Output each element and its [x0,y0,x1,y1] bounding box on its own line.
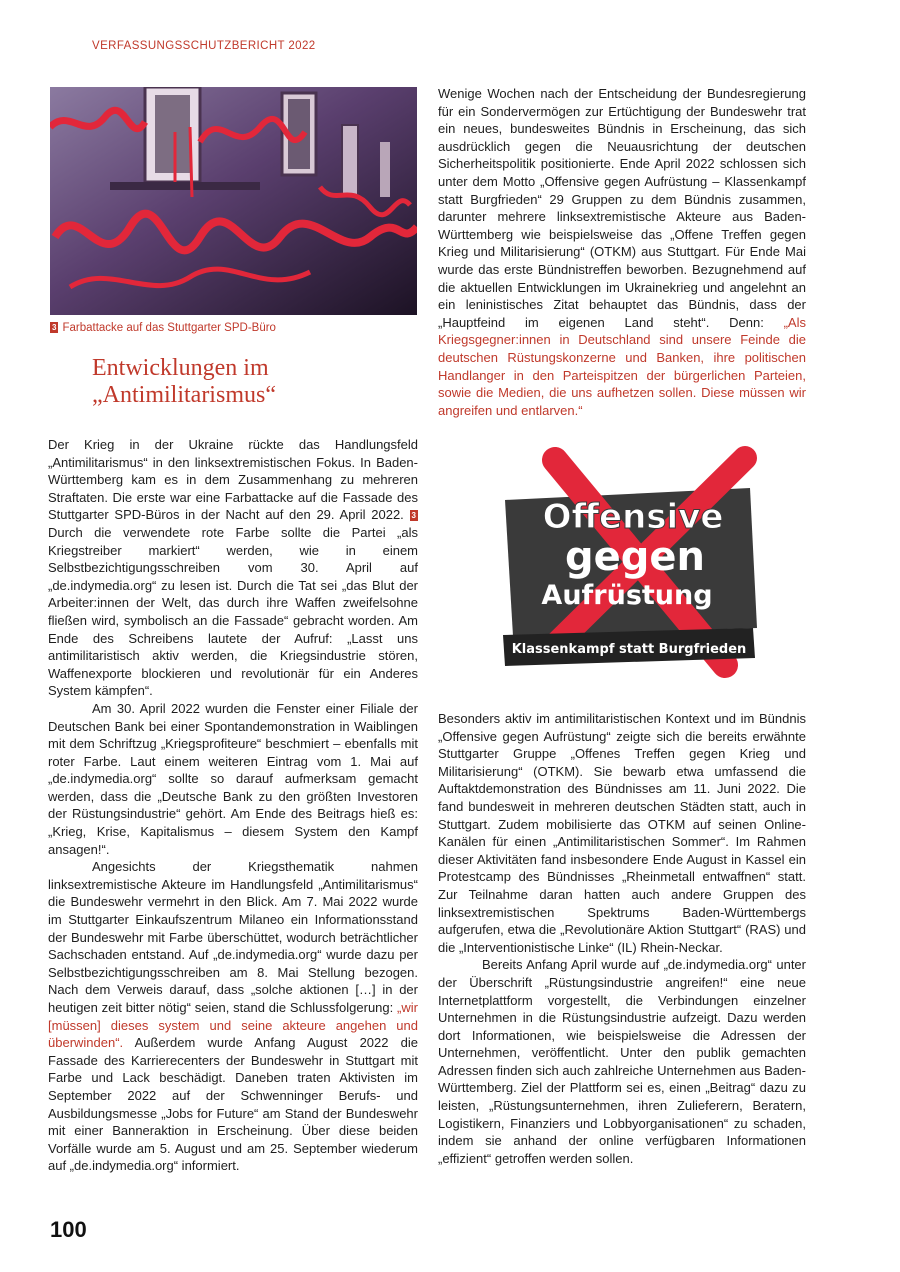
logo-graphic [495,440,775,680]
figure-reference-badge: 3 [411,511,416,521]
left-paragraph-1 [48,436,418,700]
right-paragraph-3: Bereits Anfang April wurde auf „de.indymedia.org“ unter der Überschrift „Rüstungsindustrie angreifen!“ eine neue Internetplattform vorgestellt, die Verbindungen einzelner Unternehmen in die Rüstungsindustrie aufzeigt. Dazu werden dort Informationen, wie beispielsweise die Adressen der Unternehmen, veröffentlicht. Unter den publik gemachten Adressen finden sich auch zahlreiche Unternehmen aus Baden-Württemberg. Ziel der Plattform sei es, einen „Beitrag“ dazu zu leisten, „Rüstungsunternehmen, ihren Zulieferern, Beratern, Logistikern, Finanziers und Lobbyorganisationen“ zu schaden, indem sie anhand der online verfügbaren Informationen „effizient“ getroffen werden sollen. [438,957,806,1166]
left-p1-text-b: Durch die verwendete rote Farbe sollte die Partei „als Kriegstreiber markiert“ werden, wie in einem Selbstbezichtigungsschreiben vom 30. April auf „de.indymedia.org“ zu lesen ist. Durch die Tat sei „das Blut der Arbeiter:innen der Welt, das durch ihre Waffen zweifelsohne fließen wird, symbolisch an die Fassade“ gebracht worden. Am Ende des Schreibens lautete der Aufruf: „Lasst uns antimilitaristisch aktiv werden, die Kriegsindustrie stören, Waffenexporte blockieren und revolutionär für ein Anderes System kämpfen“. [48,524,418,699]
section-heading [92,355,412,409]
figure-number-badge: 3 [52,323,57,332]
right-paragraph-2: Besonders aktiv im antimilitaristischen Kontext und im Bündnis „Offensive gegen Aufrüstung“ zeigte sich die bereits erwähnte Stuttgarter Gruppe „Offenes Treffen gegen Krieg und Militarisierung“ (OTKM). Sie bewarb etwa umfassend die Auftaktdemonstration des Bündnisses am 11. Juni 2022. Die fand bundesweit in mehreren deutschen Städten statt, auch in Stuttgart. Zudem mobilisierte das OTKM auf seinen Online-Kanälen für einen „Antimilitaristischen Sommer“. Im Rahmen dieser Aktivitäten fand insbesondere Ende August in Kassel ein Protestcamp des Bündnisses „Rheinmetall entwaffnen“ statt. Zur Teilnahme daran hatten auch andere Gruppen des linksextremistischen Spektrums Baden-Württembergs aufgerufen, etwa die „Revolutionäre Aktion Stuttgart“ (RAS) und die „Interventionistische Linke“ (IL) Rhein-Neckar. [438,711,806,955]
left-p3-text-a: Angesichts der Kriegsthematik nahmen linksextremistische Akteure im Handlungsfeld „Antimilitarismus“ die Bundeswehr vermehrt in den Blick. Am 7. Mai 2022 wurde im Stuttgarter Einkaufszentrum Milaneo ein Informationsstand der Bundeswehr mit Farbe überschüttet, wodurch beträchtlicher Sachschaden entstand. Auf „de.indymedia.org“ wurde dazu per Selbstbezichtigungsschreiben am 8. Mai Stellung bezogen. Nach dem Verweis darauf, dass „solche aktionen […] in der heutigen zeit bitter nötig“ seien, stand die Schlussfolgerung: [48,859,418,1015]
right-column-top-text [438,85,806,419]
graffiti-photo [50,87,417,315]
left-p3-quote: „wir [müssen] dieses system und seine akteure angehen und überwinden“. [48,1000,418,1051]
right-column-bottom-text [438,710,806,1167]
left-paragraph-2: Am 30. April 2022 wurden die Fenster einer Filiale der Deutschen Bank bei einer Spontandemonstration in Waiblingen mit dem Schriftzug „Kriegsprofiteure“ beschmiert – ebenfalls mit roter Farbe. Laut einem weiteren Eintrag vom 1. Mai auf „de.indymedia.org“ sollte so darauf aufmerksam gemacht werden, dass die „Deutsche Bank zu den größten Investoren der Rüstungsindustrie“ gehört. Am Ende des Beitrags hieß es: „Krieg, Krise, Kapitalismus – diesem System den Kampf ansagen!“. [48,700,418,857]
page-number: 100 [50,1217,87,1242]
offensive-gegen-aufruestung-logo [495,440,775,680]
logo-line2: gegen [565,534,705,580]
figure-photo-spd-office [50,87,417,315]
left-p1-text-a: Der Krieg in der Ukraine rückte das Handlungsfeld „Antimilitarismus“ in den linksextremistischen Fokus. In Baden-Württemberg kam es in dem Zusammenhang zu mehreren Straftaten. Die erste war eine Farbattacke auf die Fassade des Stuttgarter SPD-Büros in der Nacht auf den 29. April 2022. [48,437,418,523]
figure-caption-text: Farbattacke auf das Stuttgarter SPD-Büro [62,322,276,334]
section-heading-line2: „Antimilitarismus“ [92,382,276,408]
logo-banner-text: Klassenkampf statt Burgfrieden [511,642,747,657]
right-paragraph-1 [438,85,806,419]
right-p1-text: Wenige Wochen nach der Entscheidung der Bundesregierung für ein Sondervermögen zur Ertüchtigung der Bundeswehr trat ein neues, bundesweites Bündnis in Erscheinung, das sich ausdrücklich gegen die Neuausrichtung der deutschen Sicherheitspolitik positionierte. Ende April 2022 schlossen sich unter dem Motto „Offensive gegen Aufrüstung – Klassenkampf statt Burgfrieden“ 29 Gruppen zu dem Bündnis zusammen, darunter mehrere linksextremistische Akteure aus Baden-Württemberg wie beispielsweise das „Offene Treffen gegen Krieg und Militarisierung“ (OTKM) aus Stuttgart. Für Ende Mai wurde das erste Bündnistreffen beworben. Bezugnehmend auf die aktuellen Entwicklungen im Ukrainekrieg und angelehnt an ein leninistisches Zitat behauptet das Bündnis, dass der „Hauptfeind im eigenen Land steht“. Denn: [438,86,806,330]
right-p1-quote: „Als Kriegsgegner:innen in Deutschland sind unsere Feinde die deutschen Rüstungskonzerne und Banken, ihre politischen Handlanger in den Parteispitzen der bürgerlichen Parteien, sowie die Medien, die uns aufhetzen sollen. Diese müssen wir angreifen und entlarven.“ [438,314,806,418]
figure-caption [50,322,276,334]
running-header: VERFASSUNGSSCHUTZBERICHT 2022 [92,40,316,52]
logo-line3: Aufrüstung [541,580,713,611]
section-heading-line1: Entwicklungen im [92,355,269,381]
left-paragraph-3 [48,858,418,1175]
left-p3-text-b: Außerdem wurde Anfang August 2022 die Fassade des Karrierecenters der Bundeswehr in Stuttgart mit Farbe und Lack beschädigt. Daneben traten Aktivisten im September 2022 auf der Schwenninger Berufs- und Ausbildungsmesse „Jobs for Future“ am Stand der Bundeswehr mit einer Banneraktion in Erscheinung. Über diese beiden Vorfälle wurde am 5. August und am 25. September wiederum auf „de.indymedia.org“ informiert. [48,1035,418,1174]
left-column-text [48,436,418,1175]
logo-line1: Offensive [542,497,724,537]
